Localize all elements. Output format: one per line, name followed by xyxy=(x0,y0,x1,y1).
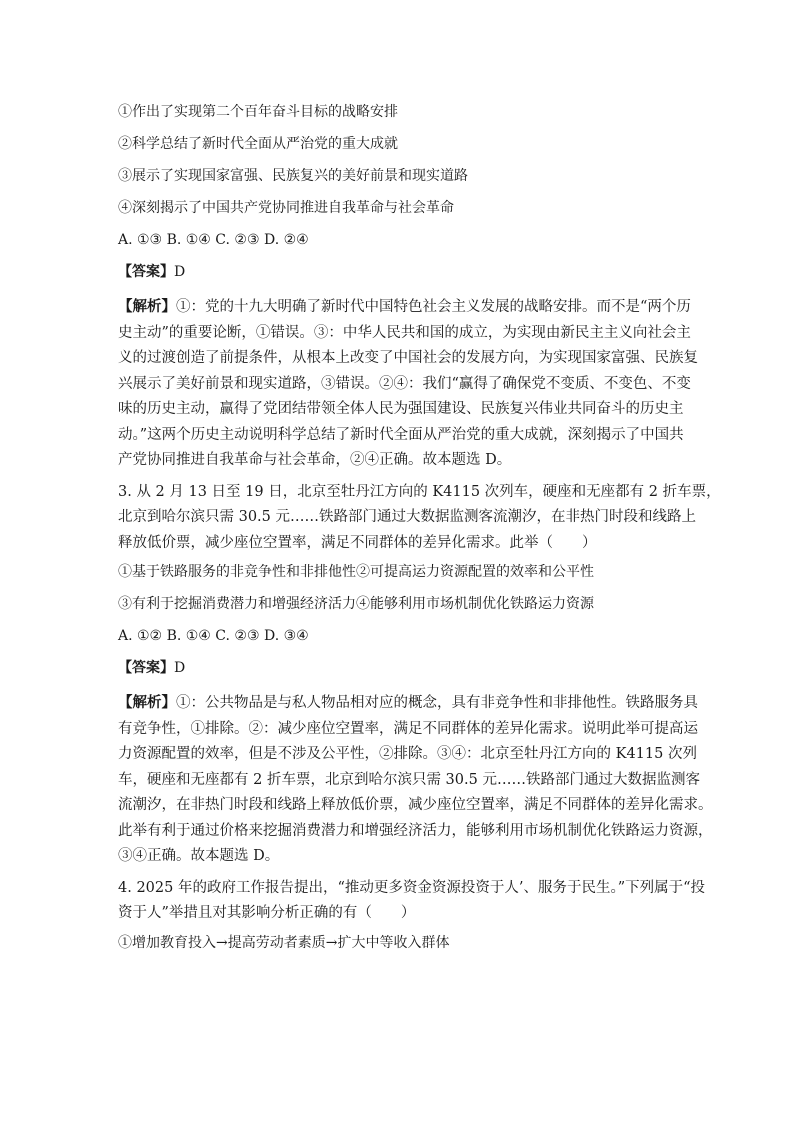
q3-stem xyxy=(118,480,721,557)
q4-stem-line-1: 4. 2025 年的政府工作报告提出，“推动更多资金资源投资于人’、服务于民生。”下列属于“投 xyxy=(118,879,706,896)
q2-analysis-line-4: 兴展示了美好前景和现实道路，③错误。②④：我们“赢得了确保党不变质、不变色、不变 xyxy=(118,375,691,392)
q2-option-1: ①作出了实现第二个百年奋斗目标的战略安排 xyxy=(118,104,398,120)
q2-analysis-line-5: 味的历史主动，赢得了党团结带领全体人民为强国建设、民族复兴伟业共同奋斗的历史主 xyxy=(118,401,684,417)
q3-option-2: ③有利于挖掘消费潜力和增强经济活力④能够利用市场机制优化铁路运力资源 xyxy=(118,596,594,612)
q2-analysis xyxy=(118,294,698,474)
q3-options xyxy=(118,562,678,614)
q3-analysis-line-4: 车，硬座和无座都有 2 折车票，北京到哈尔滨只需 30.5 元……铁路部门通过大数据监测客 xyxy=(118,771,700,788)
q3-analysis-line-1: 【解析】①：公共物品是与私人物品相对应的概念，具有非竞争性和非排他性。铁路服务具 xyxy=(118,694,698,711)
q4-stem-line-2: 资于人”举措且对其影响分析正确的有（ ） xyxy=(118,905,416,921)
q2-analysis-label: 【解析】 xyxy=(118,298,176,315)
q2-choices: A. ①③ B. ①④ C. ②③ D. ②④ xyxy=(118,232,309,248)
q3-analysis xyxy=(118,690,713,870)
q2-option-4: ④深刻揭示了中国共产党协同推进自我革命与社会革命 xyxy=(118,200,454,216)
q4-stem xyxy=(118,876,706,927)
q2-answer xyxy=(118,262,678,282)
exam-page xyxy=(118,102,721,965)
q3-analysis-label: 【解析】 xyxy=(118,694,176,711)
q2-options xyxy=(118,102,678,218)
q2-answer-value: D xyxy=(174,264,186,280)
q3-option-1: ①基于铁路服务的非竞争性和非排他性②可提高运力资源配置的效率和公平性 xyxy=(118,564,594,580)
q3-analysis-line-3: 力资源配置的效率，但是不涉及公平性，②排除。③④：北京至牡丹江方向的 K4115 次列 xyxy=(118,746,697,762)
q3-analysis-line-5: 流潮汐，在非热门时段和线路上释放低价票，减少座位空置率，满足不同群体的差异化需求。 xyxy=(118,797,713,813)
q2-option-3: ③展示了实现国家富强、民族复兴的美好前景和现实道路 xyxy=(118,168,468,184)
q3-answer xyxy=(118,658,678,678)
q3-choices: A. ①② B. ①④ C. ②③ D. ③④ xyxy=(118,628,309,644)
q2-analysis-line-1: 【解析】①：党的十九大明确了新时代中国特色社会主义发展的战略安排。而不是“两个历 xyxy=(118,298,691,315)
q4-options xyxy=(118,933,678,953)
q3-analysis-line-2: 有竞争性，①排除。②：减少座位空置率，满足不同群体的差异化需求。说明此举可提高运 xyxy=(118,720,698,737)
q3-answer-value: D xyxy=(174,660,186,676)
q3-stem-line-2: 北京到哈尔滨只需 30.5 元……铁路部门通过大数据监测客流潮汐，在非热门时段和线路上 xyxy=(118,509,697,525)
q4-option-1: ①增加教育投入→提高劳动者素质→扩大中等收入群体 xyxy=(118,934,450,951)
q3-analysis-line-6: 此举有利于通过价格来挖掘消费潜力和增强经济活力，能够利用市场机制优化铁路运力资源， xyxy=(118,822,713,839)
q3-stem-line-3: 释放低价票，减少座位空置率，满足不同群体的差异化需求。此举（ ） xyxy=(118,534,597,551)
q2-answer-label: 【答案】 xyxy=(118,264,174,280)
q2-analysis-line-2: 史主动”的重要论断，①错误。③：中华人民共和国的成立，为实现由新民主主义向社会主 xyxy=(118,324,691,341)
q3-stem-line-1: 3. 从 2 月 13 日至 19 日，北京至牡丹江方向的 K4115 次列车，硬座和无座都有 2 折车票， xyxy=(118,483,721,500)
q3-answer-label: 【答案】 xyxy=(118,660,174,676)
q2-analysis-line-7: 产党协同推进自我革命与社会革命，②④正确。故本题选 D。 xyxy=(118,452,512,468)
q2-analysis-line-6: 动。”这两个历史主动说明科学总结了新时代全面从严治党的重大成就，深刻揭示了中国共 xyxy=(118,426,684,443)
q2-option-2: ②科学总结了新时代全面从严治党的重大成就 xyxy=(118,136,398,152)
q3-analysis-line-7: ③④正确。故本题选 D。 xyxy=(118,848,280,864)
q2-analysis-line-3: 义的过渡创造了前提条件，从根本上改变了中国社会的发展方向，为实现国家富强、民族复 xyxy=(118,350,698,366)
